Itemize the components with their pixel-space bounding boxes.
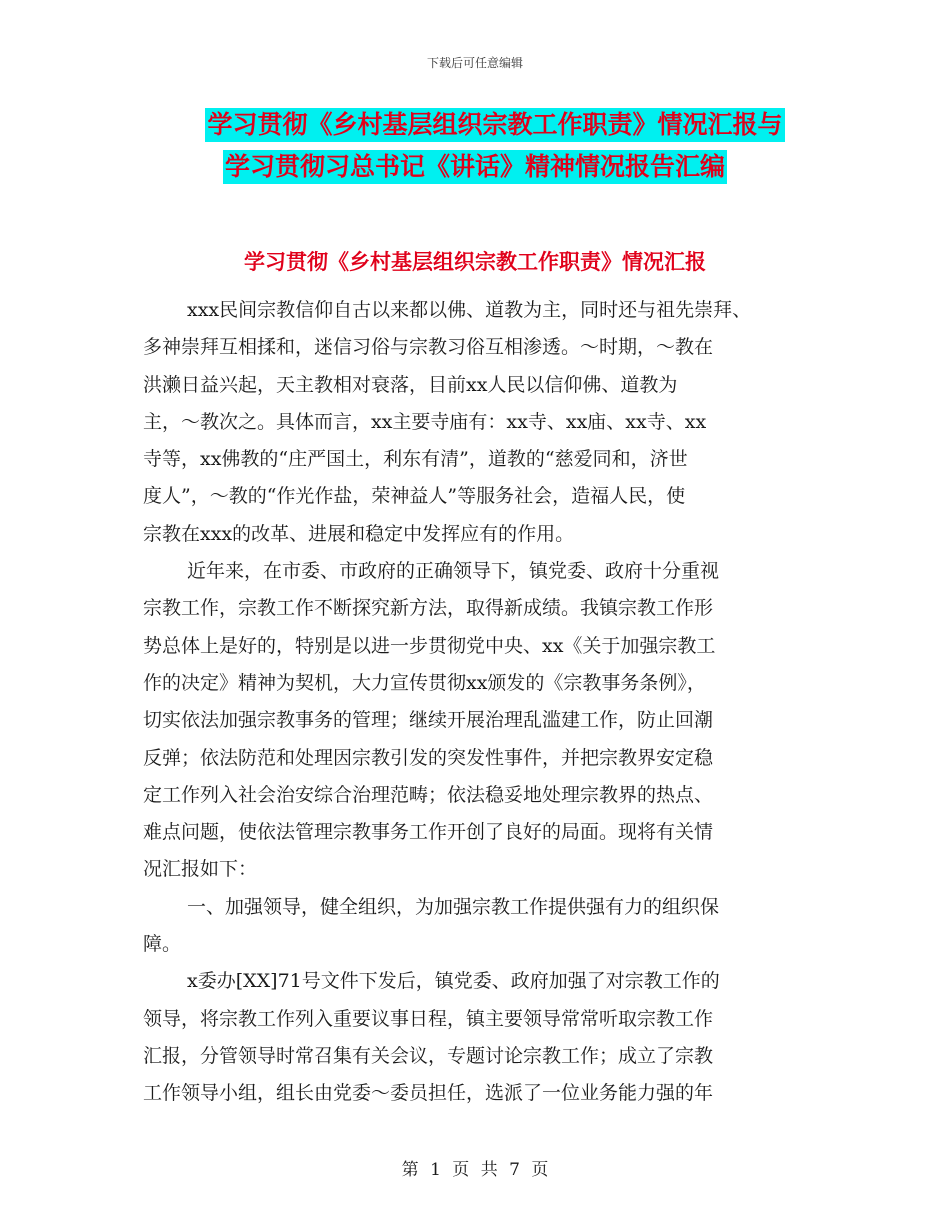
- title-line-2: 学习贯彻习总书记《讲话》精神情况报告汇编: [223, 150, 727, 184]
- title-line-1: 学习贯彻《乡村基层组织宗教工作职责》情况汇报与: [205, 108, 784, 142]
- text-line: 难点问题，使依法管理宗教事务工作开创了良好的局面。现将有关情: [143, 821, 714, 844]
- text-line: 势总体上是好的，特别是以进一步贯彻党中央、xx《关于加强宗教工: [143, 634, 716, 657]
- text-line: 工作领导小组，组长由党委～委员担任，选派了一位业务能力强的年: [143, 1082, 714, 1105]
- text-line: 度人”，～教的“作光作盐，荣神益人”等服务社会，造福人民，使: [143, 485, 686, 508]
- text-line: 近年来，在市委、市政府的正确领导下，镇党委、政府十分重视: [187, 560, 720, 583]
- section-heading: 学习贯彻《乡村基层组织宗教工作职责》情况汇报: [244, 250, 706, 274]
- text-line: 宗教工作，宗教工作不断探究新方法，取得新成绩。我镇宗教工作形: [143, 597, 714, 620]
- text-line: 领导，将宗教工作列入重要议事日程，镇主要领导常常听取宗教工作: [143, 1007, 714, 1030]
- text-line: 主，～教次之。具体而言，xx主要寺庙有：xx寺、xx庙、xx寺、xx: [143, 410, 707, 433]
- text-line: 作的决定》精神为契机，大力宣传贯彻xx颁发的《宗教事务条例》，: [143, 671, 706, 694]
- text-line: 多神崇拜互相揉和，迷信习俗与宗教习俗互相渗透。～时期，～教在: [143, 336, 714, 359]
- text-line: 定工作列入社会治安综合治理范畴；依法稳妥地处理宗教界的热点、: [143, 783, 714, 806]
- text-line: 寺等，xx佛教的“庄严国土，利东有清”，道教的“慈爱同和，济世: [143, 448, 688, 471]
- text-line: xxx民间宗教信仰自古以来都以佛、道教为主，同时还与祖先崇拜、: [187, 299, 752, 321]
- text-line: 障。: [143, 933, 182, 956]
- text-line: 宗教在xxx的改革、进展和稳定中发挥应有的作用。: [143, 522, 575, 545]
- text-line: 汇报，分管领导时常召集有关会议，专题讨论宗教工作；成立了宗教: [143, 1044, 714, 1067]
- text-line: 切实依法加强宗教事务的管理；继续开展治理乱滥建工作，防止回潮: [143, 709, 714, 732]
- text-line: 况汇报如下：: [143, 858, 258, 881]
- text-line: x委办[XX]71号文件下发后，镇党委、政府加强了对宗教工作的: [187, 970, 720, 993]
- page-number: 第 1 页 共 7 页: [401, 1160, 549, 1180]
- text-line: 反弹；依法防范和处理因宗教引发的突发性事件，并把宗教界安定稳: [143, 746, 714, 769]
- text-line: 洪濑日益兴起，天主教相对衰落，目前xx人民以信仰佛、道教为: [143, 373, 678, 396]
- document-title: [0, 108, 950, 184]
- body-text: [143, 292, 808, 1113]
- page-header-note: 下载后可任意编辑: [426, 56, 523, 70]
- text-line: 一、加强领导，健全组织，为加强宗教工作提供强有力的组织保: [187, 895, 720, 918]
